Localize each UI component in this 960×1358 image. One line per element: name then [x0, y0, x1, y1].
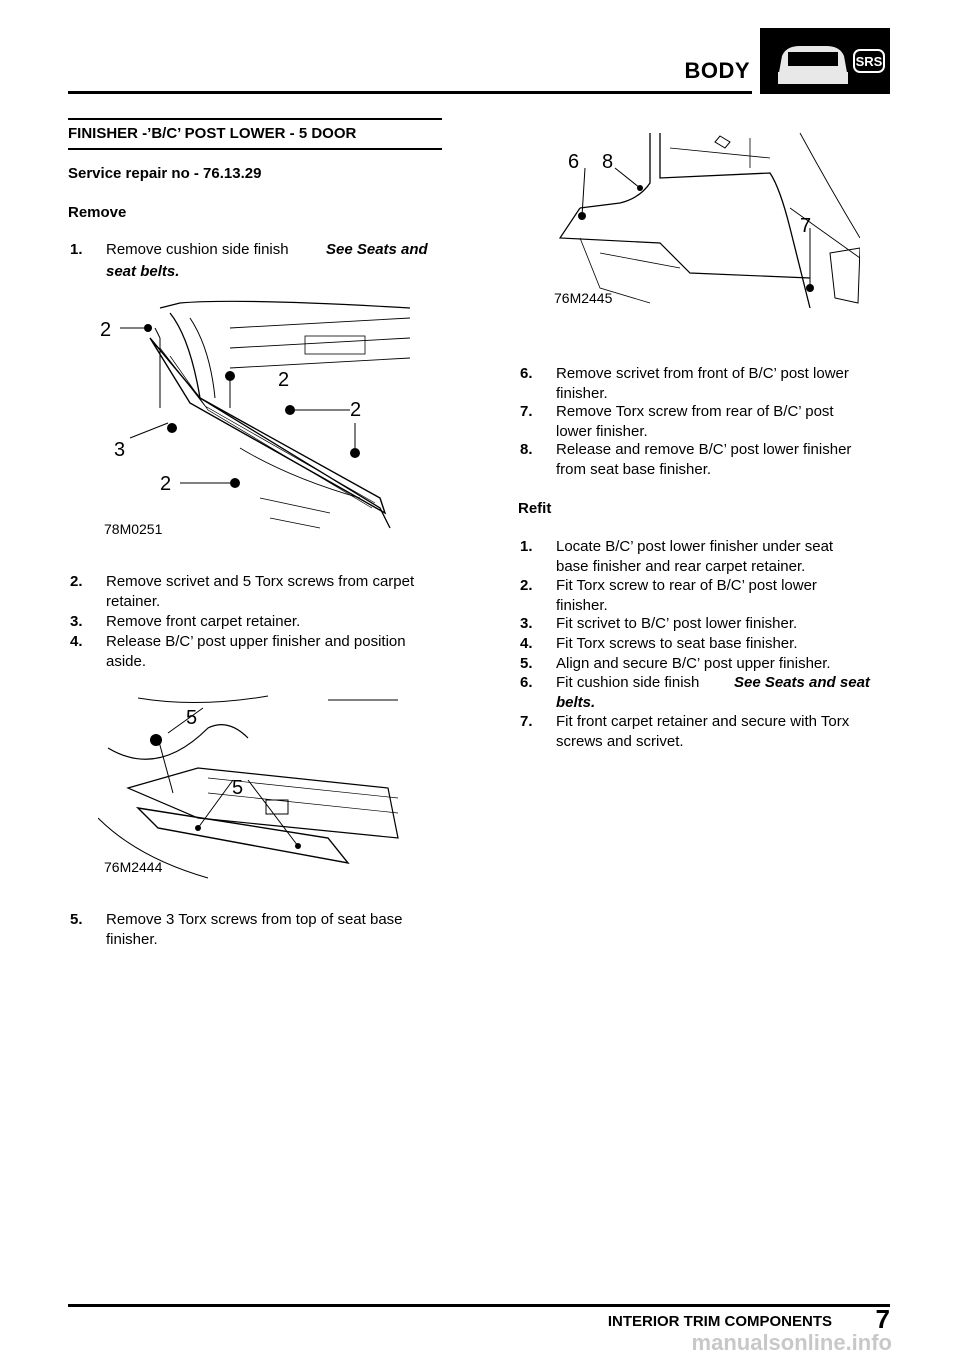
see-reference: See Seats and seat [734, 674, 870, 691]
fig1-callout: 2 [100, 319, 112, 341]
service-repair-no: Service repair no - 76.13.29 [68, 165, 262, 182]
figure-code: 76M2445 [554, 290, 613, 306]
see-reference-cont: belts. [556, 694, 596, 711]
fig1-callout: 2 [350, 399, 362, 421]
fig1-callout: 3 [114, 439, 126, 461]
figure-76M2445 [540, 128, 860, 318]
title-rule-bottom [68, 148, 442, 150]
fig1-callout: 2 [278, 369, 290, 391]
fig2-callout: 5 [186, 707, 198, 729]
title-rule-top [68, 118, 442, 120]
srs-logo-text: SRS [855, 54, 883, 69]
header-rule [68, 91, 752, 94]
footer-section: INTERIOR TRIM COMPONENTS [607, 1313, 832, 1330]
fig2-callout: 5 [232, 777, 244, 799]
watermark: manualsonline.info [691, 1330, 892, 1355]
footer-rule [68, 1304, 890, 1307]
fig1-callout: 2 [160, 473, 172, 495]
fig3-callout: 7 [800, 215, 812, 237]
figure-78M0251 [90, 298, 420, 548]
fig3-callout: 6 [568, 151, 580, 173]
figure-code: 76M2444 [104, 859, 163, 875]
remove-heading: Remove [68, 204, 127, 221]
page-number: 7 [875, 1304, 890, 1334]
srs-logo [760, 28, 890, 94]
section-title: BODY [684, 58, 750, 83]
fig3-callout: 8 [602, 151, 614, 173]
see-reference-cont: seat belts. [106, 263, 180, 280]
page-title: FINISHER -’B/C’ POST LOWER - 5 DOOR [68, 125, 357, 142]
see-reference: See Seats and [326, 241, 428, 258]
refit-heading: Refit [518, 500, 552, 517]
step-number: 1. [70, 241, 83, 258]
figure-code: 78M0251 [104, 521, 163, 537]
figure-76M2444 [98, 688, 408, 888]
car-srs-icon [760, 28, 890, 94]
